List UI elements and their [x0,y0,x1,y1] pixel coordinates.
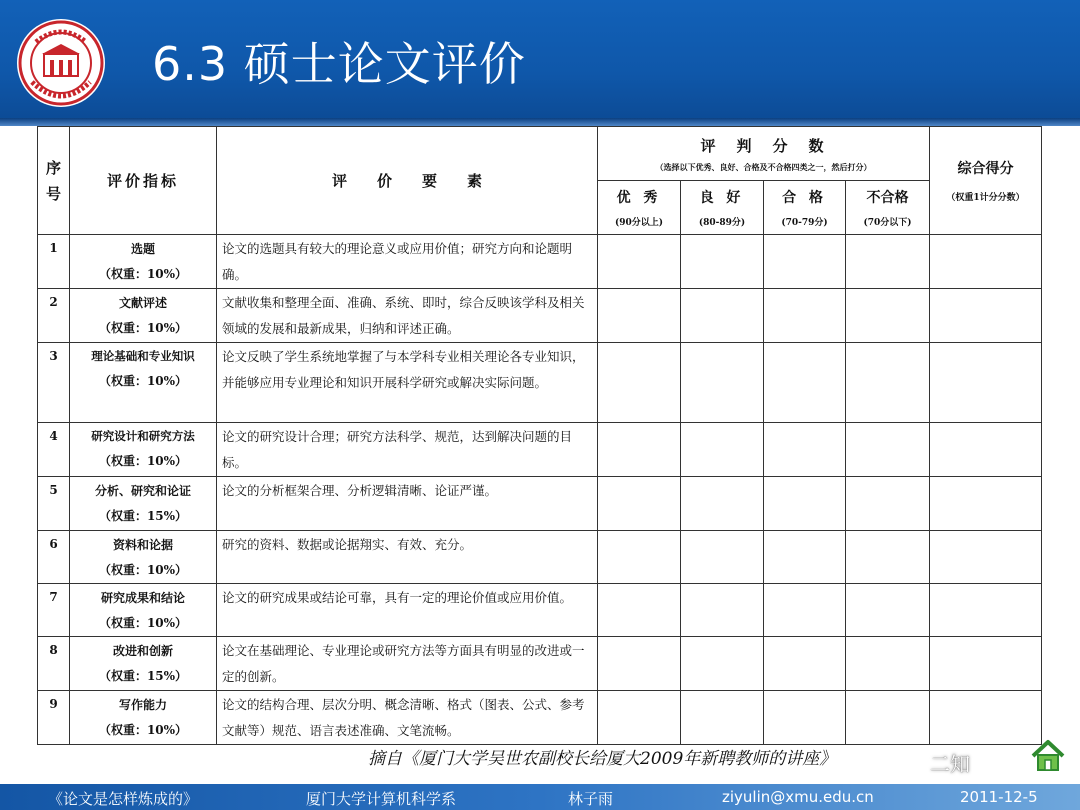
score-cell[interactable] [681,691,764,745]
row-number: 9 [38,691,70,745]
grade-label: 良 好 [699,190,745,206]
row-indicator [70,637,217,691]
row-elements: 论文的结构合理、层次分明、概念清晰、格式（图表、公式、参考文献等）规范、语言表述准确、文笔流畅。 [217,691,598,745]
table-row [38,343,1042,423]
score-cell[interactable] [598,423,681,477]
indicator-weight: （权重：10%） [98,563,188,577]
page-title: 6.3 硕士论文评价 [152,37,526,91]
score-cell[interactable] [846,343,930,423]
row-elements: 论文的分析框架合理、分析逻辑清晰、论证严谨。 [217,477,598,531]
row-elements: 论文在基础理论、专业理论或研究方法等方面具有明显的改进或一定的创新。 [217,637,598,691]
row-indicator [70,235,217,289]
table-row [38,423,1042,477]
total-note: （权重1计分分数） [946,193,1025,203]
total-cell[interactable] [930,477,1042,531]
row-elements: 论文的研究成果或结论可靠，具有一定的理论价值或应用价值。 [217,584,598,637]
total-cell[interactable] [930,289,1042,343]
grade-pass [764,181,846,235]
row-number: 5 [38,477,70,531]
grade-label: 优 秀 [616,190,662,206]
score-cell[interactable] [681,584,764,637]
home-icon[interactable] [1030,738,1066,774]
indicator-name: 改进和创新 [112,644,173,658]
row-number: 6 [38,531,70,584]
score-cell[interactable] [846,584,930,637]
grade-label: 不合格 [866,190,909,206]
indicator-weight: （权重：15%） [98,509,188,523]
score-cell[interactable] [846,423,930,477]
footer-dept: 厦门大学计算机科学系 [306,790,457,808]
indicator-weight: （权重：10%） [98,374,188,388]
total-cell[interactable] [930,423,1042,477]
indicator-name: 资料和论据 [112,538,173,552]
header-total [930,127,1042,235]
row-indicator [70,423,217,477]
indicator-name: 研究成果和结论 [100,591,185,605]
header-elements: 评 价 要 素 [217,127,598,235]
total-cell[interactable] [930,531,1042,584]
footer-email: ziyulin@xmu.edu.cn [722,788,874,806]
indicator-weight: （权重：10%） [98,723,188,737]
score-note: （选择以下优秀、良好、合格及不合格四类之一，然后打分） [655,161,872,172]
row-number: 4 [38,423,70,477]
grade-range: (70分以下) [863,218,912,228]
header-band [0,118,1080,126]
score-cell[interactable] [598,477,681,531]
table-row [38,637,1042,691]
evaluation-table [37,126,1042,745]
row-indicator [70,584,217,637]
header-indicator: 评价指标 [70,127,217,235]
score-cell[interactable] [681,423,764,477]
table-row [38,289,1042,343]
total-cell[interactable] [930,235,1042,289]
score-cell[interactable] [598,235,681,289]
score-cell[interactable] [764,584,846,637]
score-cell[interactable] [764,531,846,584]
table-row [38,531,1042,584]
footer-date: 2011-12-5 [960,788,1038,806]
row-number: 3 [38,343,70,423]
grade-excellent [598,181,681,235]
row-indicator [70,289,217,343]
indicator-name: 写作能力 [118,698,167,712]
score-cell[interactable] [764,289,846,343]
score-cell[interactable] [846,531,930,584]
indicator-weight: （权重：15%） [98,669,188,683]
score-cell[interactable] [764,477,846,531]
indicator-weight: （权重：10%） [98,321,188,335]
indicator-weight: （权重：10%） [98,454,188,468]
grade-range: (70-79分) [781,218,828,228]
row-indicator [70,477,217,531]
source-note: 摘自《厦门大学吴世农副校长给厦大2009年新聘教师的讲座》 [368,749,837,769]
row-elements: 文献收集和整理全面、准确、系统、即时，综合反映该学科及相关领域的发展和最新成果，归纳和评述正确。 [217,289,598,343]
total-cell[interactable] [930,691,1042,745]
xmu-university-seal-icon [16,18,106,108]
total-cell[interactable] [930,584,1042,637]
footer-author: 林子雨 [568,790,614,808]
indicator-weight: （权重：10%） [98,616,188,630]
score-cell[interactable] [681,531,764,584]
total-cell[interactable] [930,637,1042,691]
score-cell[interactable] [598,289,681,343]
score-cell[interactable] [764,423,846,477]
indicator-name: 研究设计和研究方法 [91,429,195,443]
score-cell[interactable] [764,691,846,745]
score-cell[interactable] [764,343,846,423]
header-row [38,127,1042,181]
table-row [38,691,1042,745]
header-seq: 序号 [38,127,70,235]
row-indicator [70,343,217,423]
score-cell[interactable] [681,343,764,423]
grade-label: 合 格 [782,190,827,206]
score-cell[interactable] [598,637,681,691]
score-cell[interactable] [598,531,681,584]
row-elements: 论文的选题具有较大的理论意义或应用价值；研究方向和论题明确。 [217,235,598,289]
row-number: 1 [38,235,70,289]
indicator-weight: （权重：10%） [98,267,188,281]
score-cell[interactable] [846,691,930,745]
score-cell[interactable] [681,637,764,691]
grade-fail [846,181,930,235]
row-indicator [70,691,217,745]
table-row [38,477,1042,531]
score-cell[interactable] [681,477,764,531]
score-cell[interactable] [598,343,681,423]
score-cell[interactable] [764,235,846,289]
evaluation-table-container [37,126,1041,745]
score-heading: 评 判 分 数 [700,136,827,155]
table-row [38,584,1042,637]
score-cell[interactable] [846,477,930,531]
grade-range: (90分以上) [614,218,664,228]
score-cell[interactable] [846,235,930,289]
score-cell[interactable] [846,289,930,343]
total-heading: 综合得分 [957,161,1014,177]
indicator-name: 理论基础和专业知识 [91,349,195,363]
row-indicator [70,531,217,584]
score-cell[interactable] [846,637,930,691]
row-number: 2 [38,289,70,343]
watermark: 二知 [930,752,970,776]
score-cell[interactable] [681,235,764,289]
grade-good [681,181,764,235]
row-number: 7 [38,584,70,637]
table-row [38,235,1042,289]
score-cell[interactable] [764,637,846,691]
total-cell[interactable] [930,343,1042,423]
row-elements: 论文的研究设计合理；研究方法科学、规范，达到解决问题的目标。 [217,423,598,477]
indicator-name: 分析、研究和论证 [94,484,191,498]
indicator-name: 选题 [130,242,155,256]
row-elements: 论文反映了学生系统地掌握了与本学科专业相关理论各专业知识，并能够应用专业理论和知识开展科学研究或解决实际问题。 [217,343,598,423]
row-elements: 研究的资料、数据或论据翔实、有效、充分。 [217,531,598,584]
header-score [598,127,930,181]
row-number: 8 [38,637,70,691]
score-cell[interactable] [598,691,681,745]
grade-range: (80-89分) [698,218,746,228]
score-cell[interactable] [598,584,681,637]
footer-book: 《论文是怎样炼成的》 [48,790,199,808]
indicator-name: 文献评述 [118,296,167,310]
score-cell[interactable] [681,289,764,343]
